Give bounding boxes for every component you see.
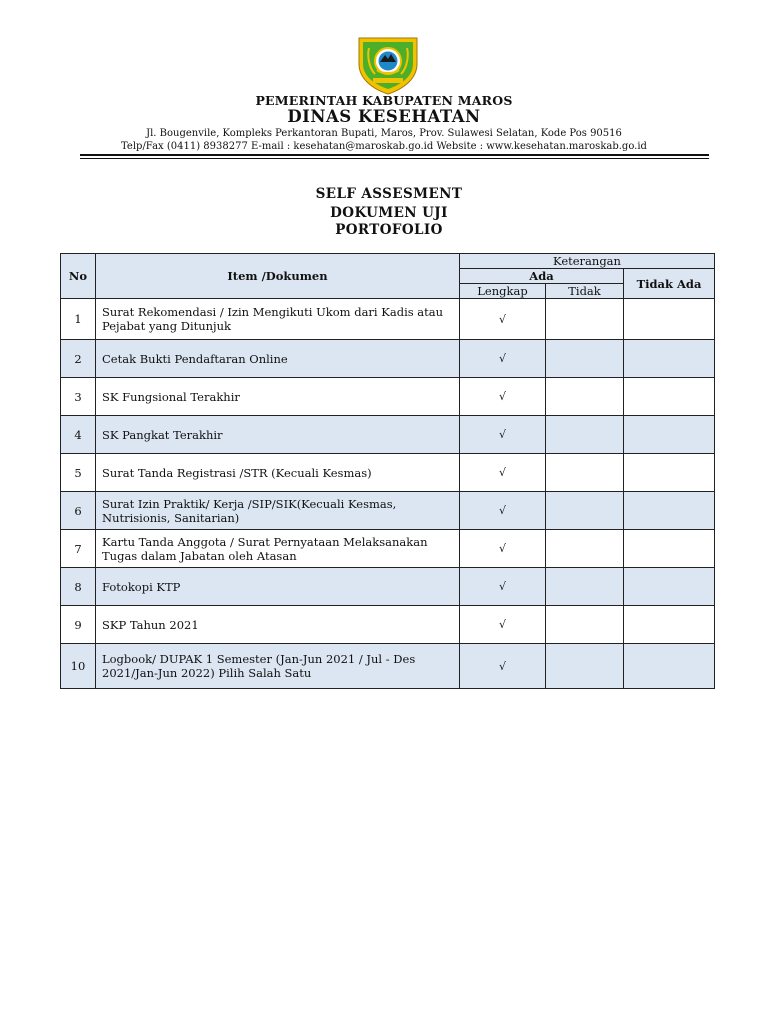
row-tidak-ada [624,416,715,454]
row-item: Surat Rekomendasi / Izin Mengikuti Ukom dari Kadis atau Pejabat yang Ditunjuk [96,299,460,340]
document-title-line1: SELF ASSESMENT [315,186,463,202]
row-number: 5 [61,454,96,492]
row-lengkap: √ [460,416,546,454]
column-header-item: Item /Dokumen [96,254,460,299]
row-number: 2 [61,340,96,378]
row-tidak-ada [624,568,715,606]
letterhead-divider-thin [80,158,709,159]
row-number: 10 [61,644,96,689]
row-tidak-ada [624,454,715,492]
row-tidak [546,530,624,568]
row-item: Kartu Tanda Anggota / Surat Pernyataan Melaksanakan Tugas dalam Jabatan oleh Atasan [96,530,460,568]
column-header-tidak: Tidak [546,284,624,299]
row-number: 7 [61,530,96,568]
table-row [61,492,715,530]
table-body [61,299,715,689]
row-lengkap: √ [460,530,546,568]
agency-address: Jl. Bougenvile, Kompleks Perkantoran Bupati, Maros, Prov. Sulawesi Selatan, Kode Pos 90516 [146,128,622,139]
row-item: Surat Tanda Registrasi /STR (Kecuali Kesmas) [96,454,460,492]
row-tidak-ada [624,530,715,568]
table-row [61,644,715,689]
row-lengkap: √ [460,454,546,492]
row-number: 4 [61,416,96,454]
column-header-tidak-ada: Tidak Ada [624,269,715,299]
row-tidak [546,568,624,606]
row-tidak [546,299,624,340]
row-item: SK Pangkat Terakhir [96,416,460,454]
row-number: 6 [61,492,96,530]
row-item: Logbook/ DUPAK 1 Semester (Jan-Jun 2021 / Jul - Des 2021/Jan-Jun 2022) Pilih Salah Satu [96,644,460,689]
document-title-line3: PORTOFOLIO [335,222,443,238]
row-tidak-ada [624,299,715,340]
table-row [61,530,715,568]
row-tidak [546,606,624,644]
row-item: SK Fungsional Terakhir [96,378,460,416]
table-row [61,568,715,606]
column-header-keterangan: Keterangan [460,254,715,269]
table-row [61,454,715,492]
row-tidak [546,644,624,689]
row-lengkap: √ [460,606,546,644]
table-row [61,299,715,340]
letterhead-divider [80,154,709,156]
row-item: Cetak Bukti Pendaftaran Online [96,340,460,378]
row-tidak-ada [624,644,715,689]
row-lengkap: √ [460,299,546,340]
agency-contact: Telp/Fax (0411) 8938277 E-mail : kesehatan@maroskab.go.id Website : www.kesehatan.maroskab.go.id [121,141,647,152]
agency-name: DINAS KESEHATAN [287,107,481,126]
government-name: PEMERINTAH KABUPATEN MAROS [255,93,513,108]
row-lengkap: √ [460,568,546,606]
column-header-lengkap: Lengkap [460,284,546,299]
row-number: 8 [61,568,96,606]
row-item: Fotokopi KTP [96,568,460,606]
row-tidak [546,454,624,492]
table-row [61,606,715,644]
row-number: 3 [61,378,96,416]
row-number: 1 [61,299,96,340]
column-header-ada: Ada [460,269,624,284]
row-tidak [546,340,624,378]
document-title-line2: DOKUMEN UJI [330,205,448,221]
row-tidak-ada [624,340,715,378]
table-row [61,378,715,416]
row-item: SKP Tahun 2021 [96,606,460,644]
assessment-table [60,253,715,689]
row-lengkap: √ [460,378,546,416]
table-row [61,340,715,378]
maros-regency-crest-icon [355,34,421,96]
column-header-no: No [61,254,96,299]
row-tidak-ada [624,606,715,644]
row-lengkap: √ [460,492,546,530]
row-tidak [546,416,624,454]
row-lengkap: √ [460,644,546,689]
row-item: Surat Izin Praktik/ Kerja /SIP/SIK(Kecuali Kesmas, Nutrisionis, Sanitarian) [96,492,460,530]
row-tidak [546,378,624,416]
row-tidak [546,492,624,530]
row-number: 9 [61,606,96,644]
table-row [61,416,715,454]
row-lengkap: √ [460,340,546,378]
row-tidak-ada [624,492,715,530]
row-tidak-ada [624,378,715,416]
